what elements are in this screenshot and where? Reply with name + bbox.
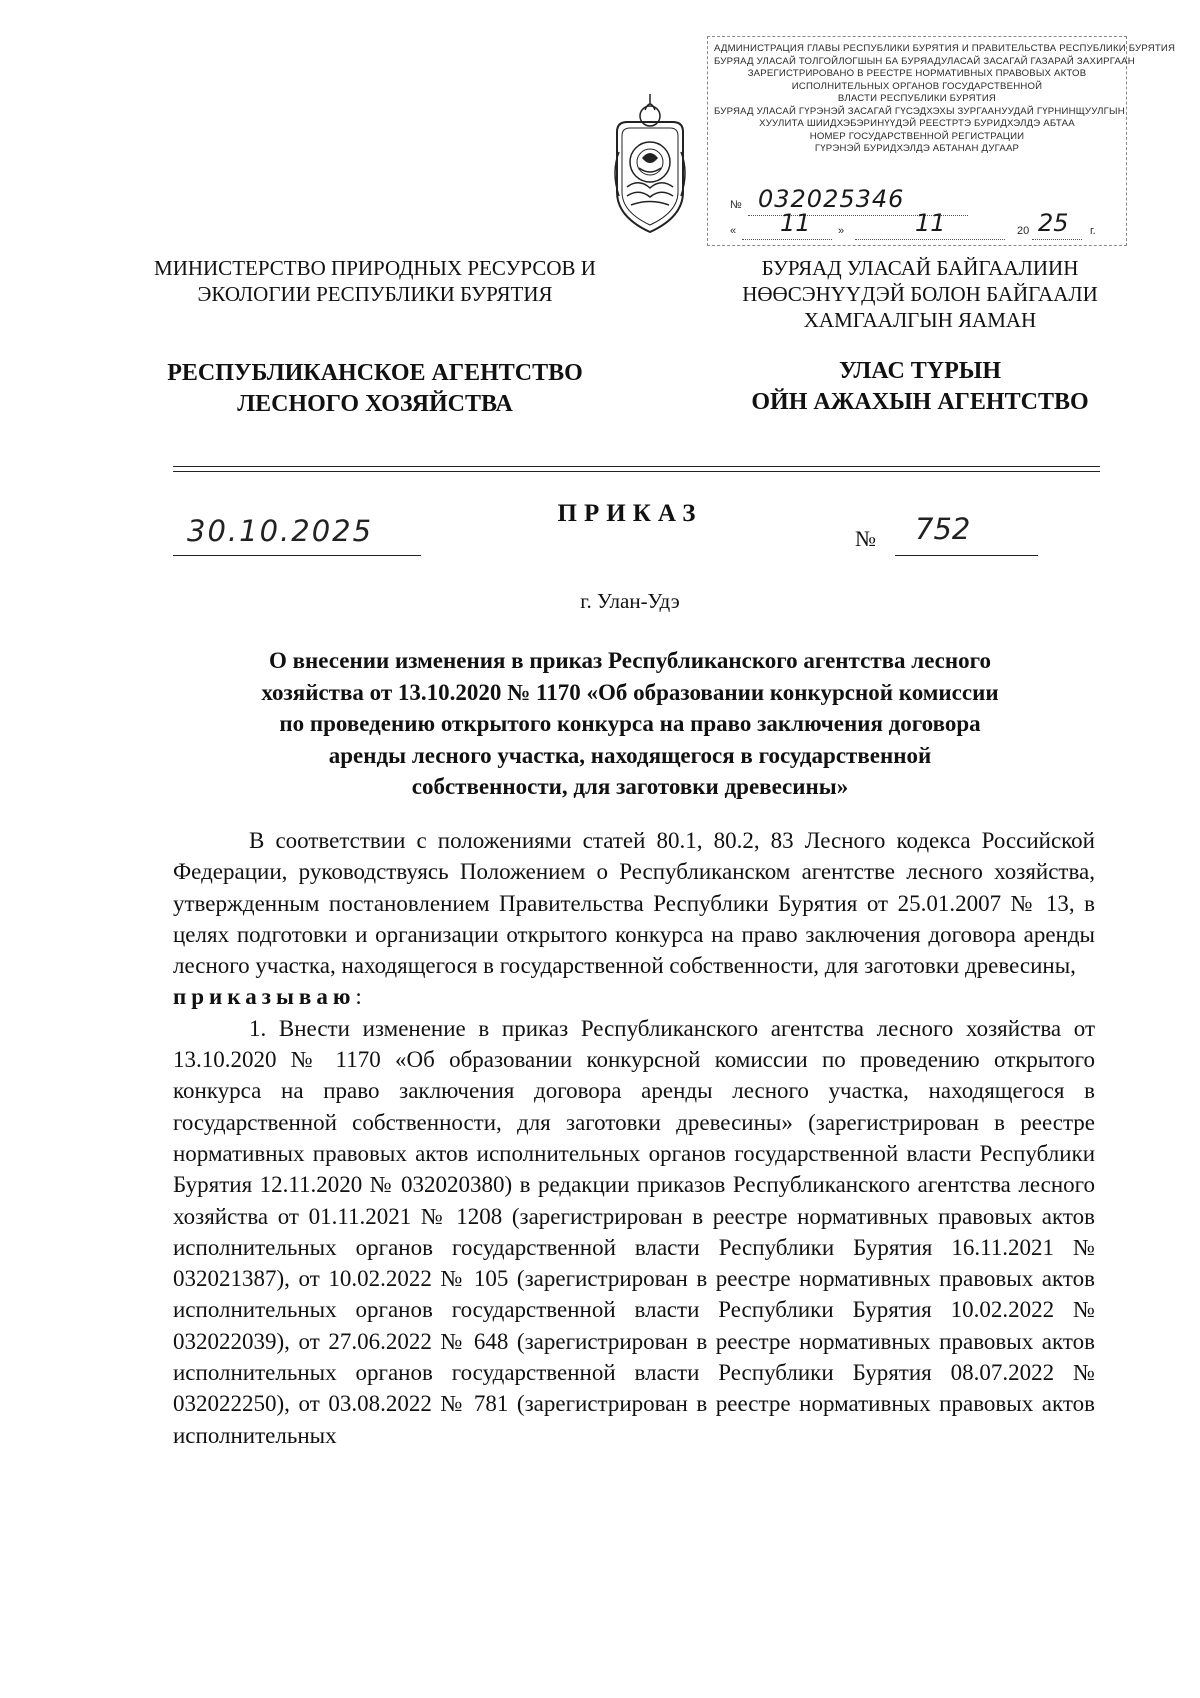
registration-stamp bbox=[707, 36, 1176, 246]
body-paragraph-preamble: В соответствии с положениями статей 80.1, 80.2, 83 Лесного кодекса Российской Федерации, руководствуясь Положением о Республиканском агентстве лесного хозяйства, утвержденным постановлением Правительства Республики Бурятия от 25.01.2007 № 13, в целях подготовки и организации открытого конкурса на право заключения договора аренды лесного участка, находящегося в государственной собственности, для заготовки древесины, приказываю: bbox=[173, 828, 1095, 1010]
agency-name-russian: РЕСПУБЛИКАНСКОЕ АГЕНТСТВО ЛЕСНОГО ХОЗЯЙСТВА bbox=[167, 360, 583, 417]
order-number-label: № bbox=[855, 526, 876, 551]
city-name: г. Улан-Удэ bbox=[580, 589, 680, 613]
body-paragraph-item-1: 1. Внести изменение в приказ Республиканского агентства лесного хозяйства от 13.10.2020 № 1170 «Об образовании конкурсной комиссии по проведению открытого конкурса на право заключения договора аренды лесного участка, находящегося в государственной собственности, для заготовки древесины» (зарегистрирован в реестре нормативных правовых актов исполнительных органов государственной власти Республики Бурятия 12.11.2020 № 032020380) в редакции приказов Республиканского агентства лесного хозяйства от 01.11.2021 № 1208 (зарегистрирован в реестре нормативных правовых актов исполнительных органов государственной власти Республики Бурятия 16.11.2021 № 032021387), от 10.02.2022 № 105 (зарегистрирован в реестре нормативных правовых актов исполнительных органов государственной власти Республики Бурятия 10.02.2022 № 032022039), от 27.06.2022 № 648 (зарегистрирован в реестре нормативных правовых актов исполнительных органов государственной власти Республики Бурятия 08.07.2022 № 032022250), от 03.08.2022 № 781 (зарегистрирован в реестре нормативных правовых актов исполнительных bbox=[173, 1015, 1095, 1448]
stamp-registration-number: 032025346 bbox=[758, 185, 905, 213]
stamp-date-day: 11 bbox=[780, 209, 811, 237]
stamp-line: БУРЯАД УЛАСАЙ ГҮРЭНЭЙ ЗАСАГАЙ ГҮСЭДХЭХЫ ЗУРГААНУУДАЙ ГҮРНИНЩУУЛГЫН bbox=[714, 105, 1125, 117]
coat-of-arms-emblem bbox=[605, 92, 695, 234]
stamp-line: ГҮРЭНЭЙ БУРИДХЭЛДЭ АБТАHАН ДУГААР bbox=[814, 143, 1020, 154]
stamp-line: НОМЕР ГОСУДАРСТВЕННОЙ РЕГИСТРАЦИИ bbox=[809, 130, 1025, 142]
command-word: приказываю bbox=[173, 984, 356, 1010]
order-date-handwritten: 30.10.2025 bbox=[187, 514, 374, 548]
order-title: ПРИКАЗ bbox=[557, 500, 703, 527]
stamp-line: ВЛАСТИ РЕСПУБЛИКИ БУРЯТИЯ bbox=[837, 93, 997, 104]
header-divider bbox=[173, 471, 1100, 472]
stamp-date-year-prefix: 20 bbox=[1017, 225, 1030, 237]
stamp-line: ЗАРЕГИСТРИРОВАНО В РЕЕСТРЕ НОРМАТИВНЫХ ПРАВОВЫХ АКТОВ bbox=[747, 68, 1087, 79]
ministry-name-russian: МИНИСТЕРСТВО ПРИРОДНЫХ РЕСУРСОВ И ЭКОЛОГИИ РЕСПУБЛИКИ БУРЯТИЯ bbox=[154, 256, 596, 306]
header-divider bbox=[173, 466, 1100, 467]
stamp-line: ХУУЛИТА ШИИДХЭБЭРИНҮҮДЭЙ РЕЕСТРТЭ БУРИДХЭЛДЭ АБТАА bbox=[759, 118, 1075, 129]
stamp-date-row: « 11 » 11 20 25 г. bbox=[730, 217, 1120, 243]
order-body bbox=[173, 825, 1095, 1451]
stamp-line: БУРЯАД УЛАСАЙ ТОЛГОЙЛОГШЫН БА БУРЯАДУЛАСАЙ ЗАСАГАЙ ГАЗАРАЙ ЗАХИРГААН bbox=[714, 55, 1135, 67]
order-number-handwritten: 752 bbox=[915, 512, 971, 546]
stamp-line: ИСПОЛНИТЕЛЬНЫХ ОРГАНОВ ГОСУДАРСТВЕННОЙ bbox=[791, 80, 1043, 92]
stamp-number-label: № bbox=[730, 199, 742, 211]
order-number-field bbox=[855, 514, 1045, 554]
stamp-date-year: 25 bbox=[1038, 209, 1069, 237]
stamp-date-month: 11 bbox=[915, 209, 946, 237]
ministry-name-buryat: БУРЯАД УЛАСАЙ БАЙГААЛИИН НӨӨСЭНҮҮДЭЙ БОЛОН БАЙГААЛИ ХАМГААЛГЫН ЯАМАН bbox=[742, 256, 1098, 332]
agency-name-buryat: УЛАС ТҮРЫН ОЙН АЖАХЫН АГЕНТСТВО bbox=[751, 358, 1089, 415]
stamp-line: АДМИНИСТРАЦИЯ ГЛАВЫ РЕСПУБЛИКИ БУРЯТИЯ И ПРАВИТЕЛЬСТВА РЕСПУБЛИКИ БУРЯТИЯ bbox=[714, 43, 1176, 54]
order-date-field bbox=[173, 514, 423, 554]
stamp-date-suffix: г. bbox=[1090, 225, 1096, 237]
order-subject: О внесении изменения в приказ Республиканского агентства лесного хозяйства от 13.10.2020 № 1170 «Об образовании конкурсной комиссии по проведению открытого конкурса на право заключения договора аренды лесного участка, находящегося в государственной собственности, для заготовки древесины» bbox=[261, 648, 999, 799]
